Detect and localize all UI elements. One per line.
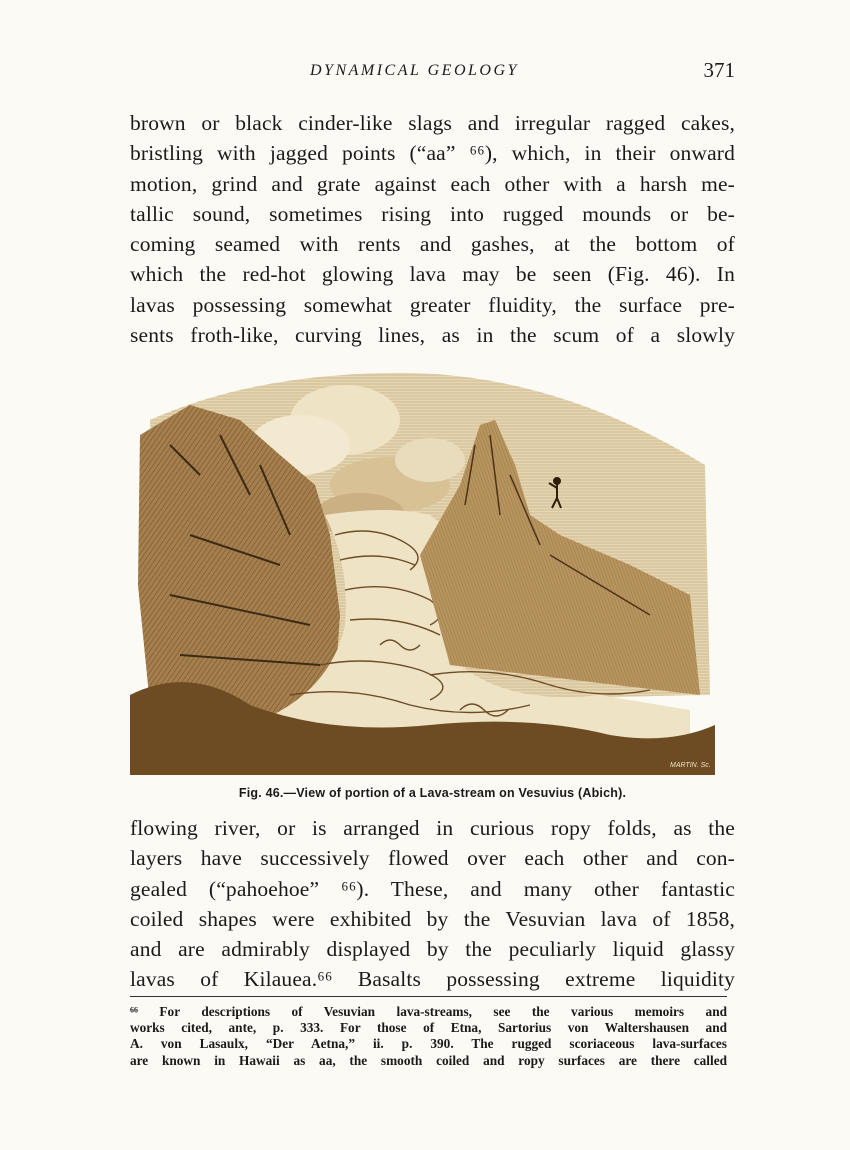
text-line: tallic sound, sometimes rising into rugged mounds or be- [130, 201, 735, 226]
text-line: and are admirably displayed by the peculiarly liquid glassy [130, 937, 735, 962]
lava-stream-illustration [130, 365, 715, 775]
text-line: flowing river, or is arranged in curious ropy folds, as the [130, 816, 735, 840]
text-line: brown or black cinder-like slags and irregular ragged cakes, [130, 111, 735, 135]
figure-caption: Fig. 46.—View of portion of a Lava-stream on Vesuvius (Abich). [238, 786, 627, 800]
paragraph-bottom [130, 813, 735, 995]
text-line: bristling with jagged points (“aa” ⁶⁶), which, in their onward [130, 141, 735, 166]
text-line: gealed (“pahoehoe” ⁶⁶). These, and many other fantastic [130, 876, 735, 901]
page-number: 371 [703, 58, 735, 82]
text-line: which the red-hot glowing lava may be seen (Fig. 46). In [130, 262, 735, 287]
footnote-line: are known in Hawaii as aa, the smooth coiled and ropy surfaces are there called [130, 1052, 727, 1068]
text-line: coming seamed with rents and gashes, at the bottom of [130, 232, 735, 257]
footnote-divider [130, 996, 727, 997]
running-title: DYNAMICAL GEOLOGY [310, 62, 519, 79]
running-head [130, 58, 735, 92]
footnote-line: ⁶⁶ For descriptions of Vesuvian lava-streams, see the various memoirs and [130, 1004, 727, 1019]
text-line: layers have successively flowed over each other and con- [130, 846, 735, 871]
text-line: sents froth-like, curving lines, as in the scum of a slowly [130, 323, 735, 348]
footnote [130, 1004, 727, 1069]
paragraph-top [130, 108, 735, 350]
text-line: motion, grind and grate against each other with a harsh me- [130, 171, 735, 196]
footnote-line: A. von Lasaulx, “Der Aetna,” ii. p. 390. The rugged scoriaceous lava-surfaces [130, 1036, 727, 1052]
engraver-signature: MARTIN. Sc. [670, 762, 711, 769]
footnote-line: works cited, ante, p. 333. For those of Etna, Sartorius von Waltershausen and [130, 1020, 727, 1036]
figure-lava-stream-engraving [130, 365, 715, 775]
text-line: lavas of Kilauea.⁶⁶ Basalts possessing extreme liquidity [130, 967, 735, 992]
text-line: lavas possessing somewhat greater fluidity, the surface pre- [130, 292, 735, 317]
text-line: coiled shapes were exhibited by the Vesuvian lava of 1858, [130, 906, 735, 931]
